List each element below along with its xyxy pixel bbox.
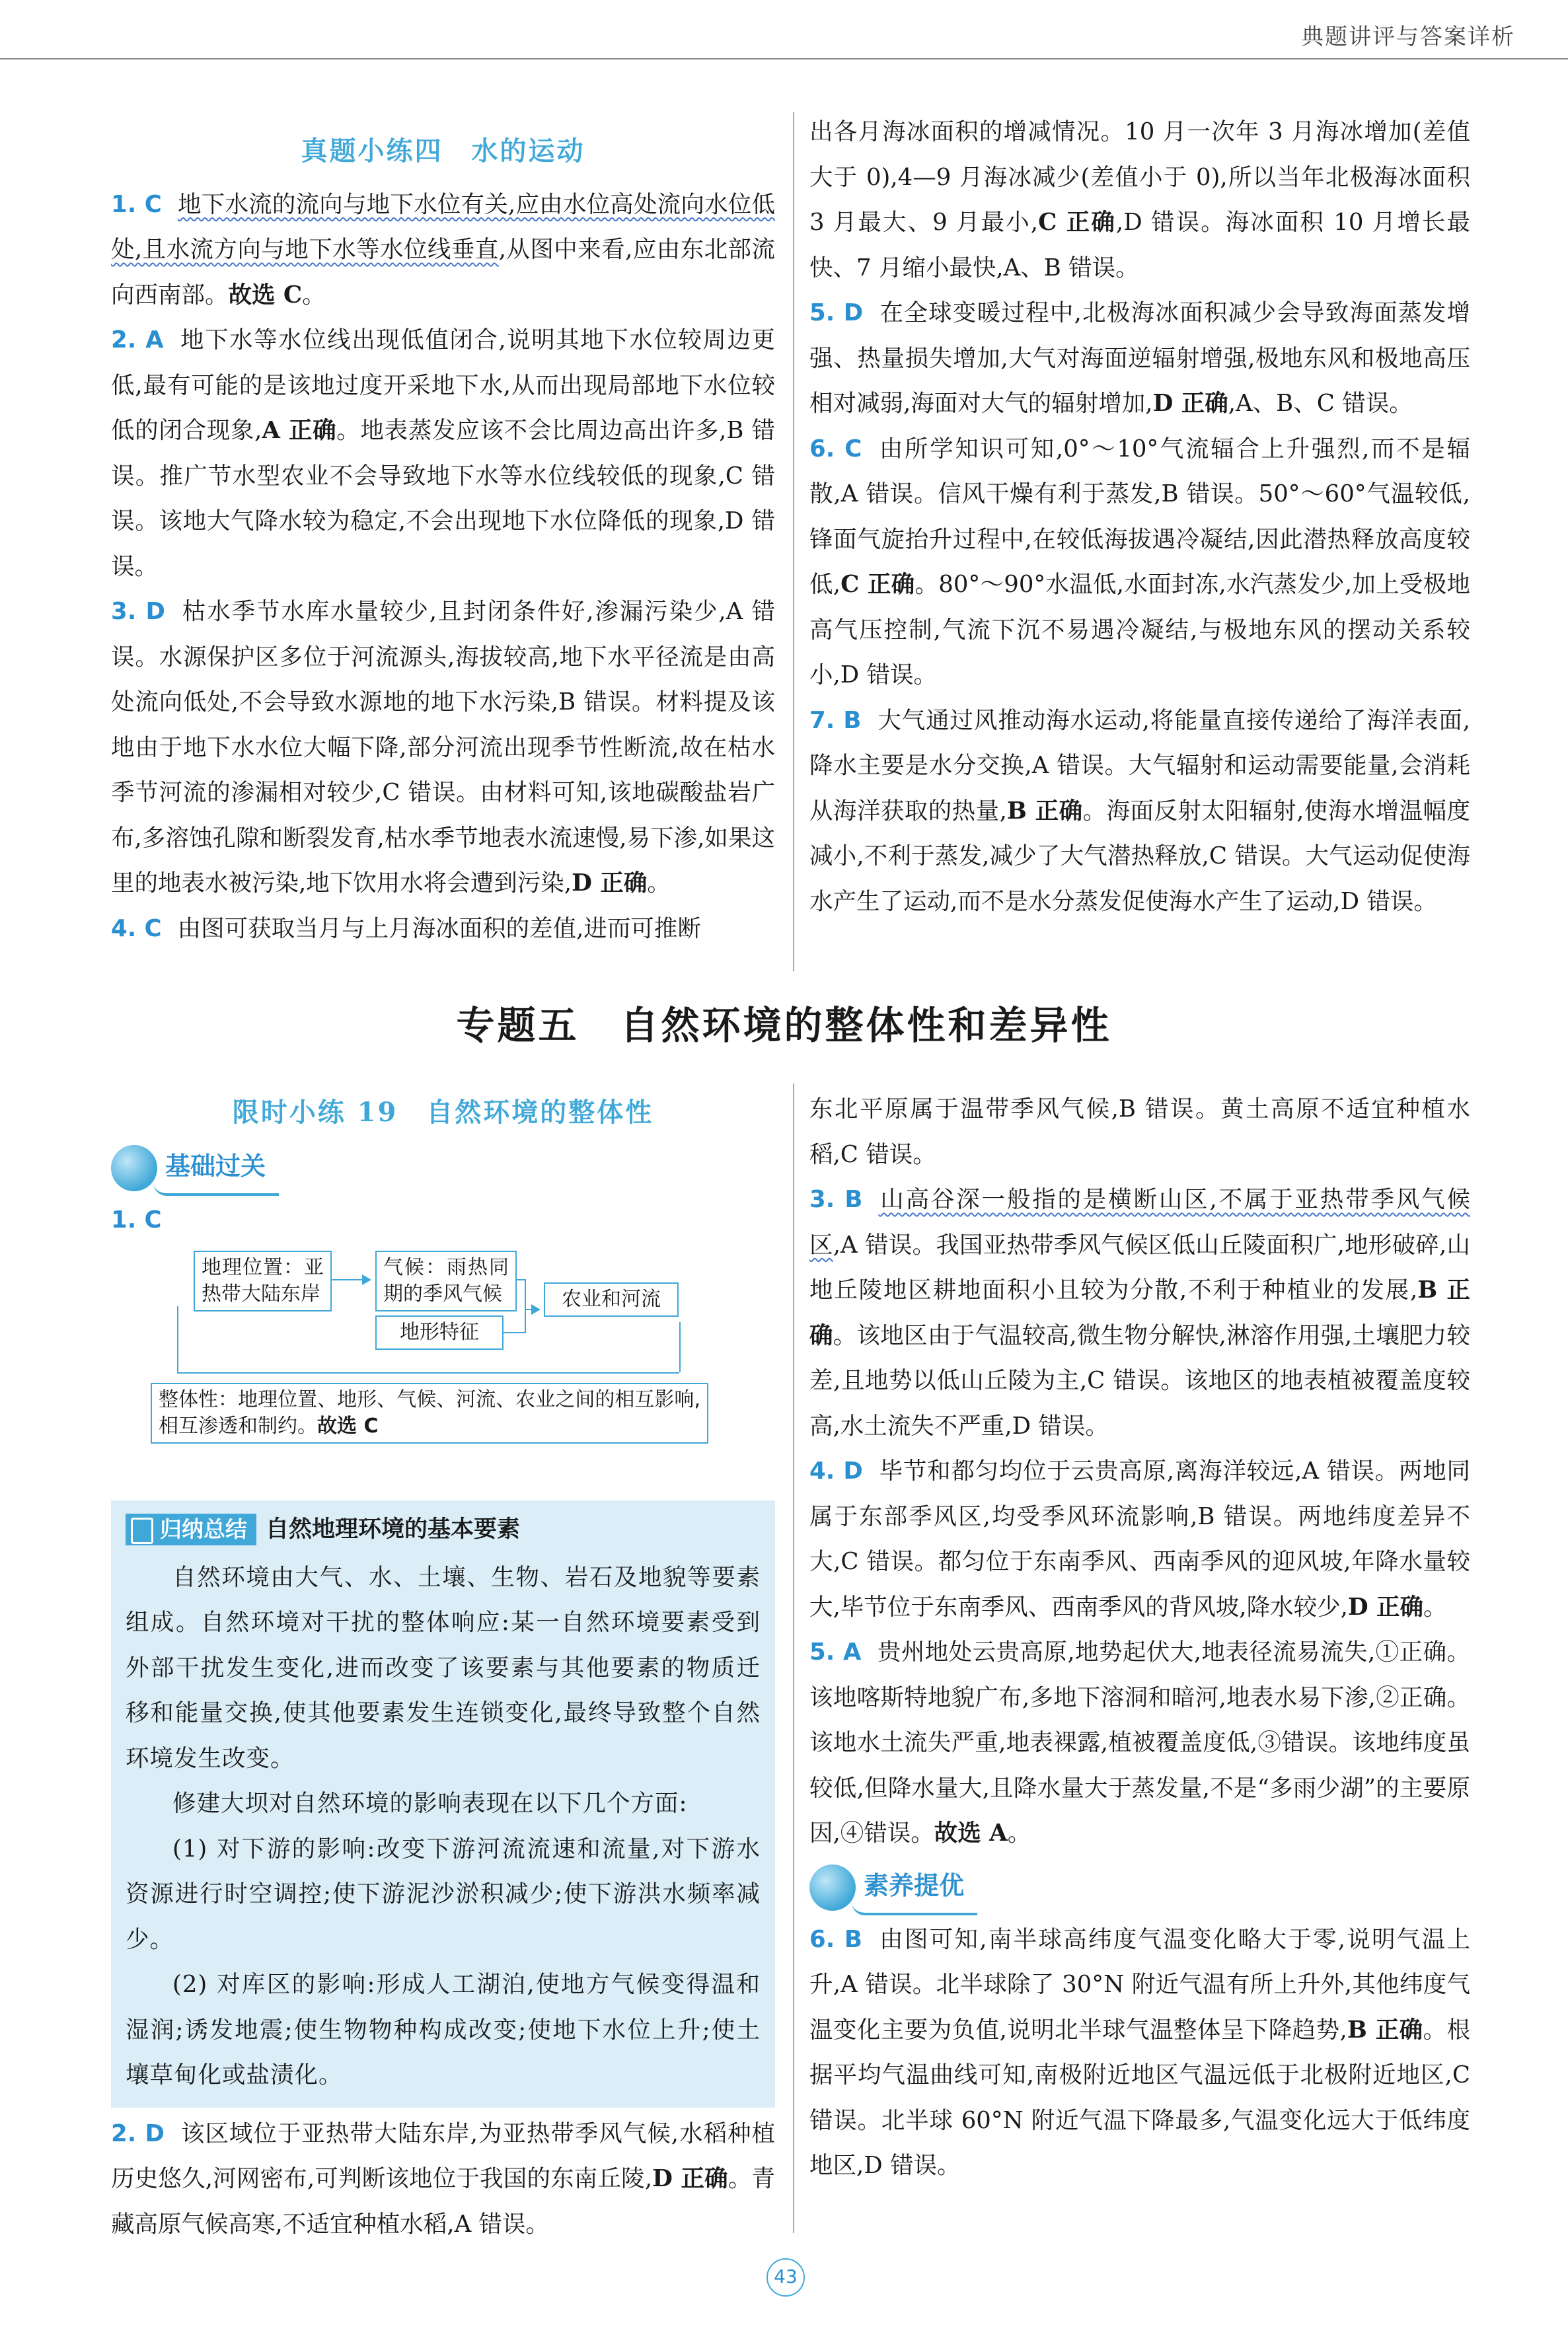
diagram-box-terrain: 地形特征 — [375, 1315, 504, 1350]
globe-icon — [111, 1145, 157, 1191]
summary-title: 自然地理环境的基本要素 — [266, 1516, 521, 1543]
top-left-answers — [111, 182, 775, 952]
answer-text: 。青藏高原气候高寒,不适宜种植水稻,A 错误。 — [111, 2165, 775, 2238]
diagram-conclusion-text: 整体性：地理位置、地形、气候、河流、农业之间的相互影响,相互渗透和制约。 — [159, 1388, 700, 1438]
badge-advanced-label: 素养提优 — [852, 1859, 977, 1915]
bottom-right-answers-2 — [809, 1917, 1470, 2189]
column-divider-bottom — [793, 1084, 794, 2233]
answer-item — [111, 906, 775, 952]
bottom-left-column — [111, 1090, 775, 2247]
answer-number: 1. C — [111, 190, 162, 218]
answer-key: D 正确 — [572, 869, 648, 897]
answer-text: ,D 错误。海冰面积 10 月增长最快、7 月缩小最快,A、B 错误。 — [809, 209, 1470, 281]
bottom-right-answers — [809, 1087, 1470, 1857]
summary-paragraph-1: 自然环境由大气、水、土壤、生物、岩石及地貌等要素组成。自然环境对干扰的整体响应:某一自然环境要素受到外部干扰发生变化,进而改变了该要素与其他要素的物质迁移和能量交换,使其他要素发生连锁变化,最终导致整个自然环境发生改变。 — [126, 1563, 761, 1772]
q1-number: 1. C — [111, 1206, 162, 1234]
line-bottom-bracket — [177, 1372, 679, 1374]
answer-text: 东北平原属于温带季风气候,B 错误。黄土高原不适宜种植水稻,C 错误。 — [809, 1095, 1470, 1168]
answer-text: 。 — [647, 869, 671, 897]
answer-text: 贵州地处云贵高原,地势起伏大,地表径流易流失,①正确。该地喀斯特地貌广布,多地下溶洞和暗河,地表水易下渗,②正确。该地水土流失严重,地表裸露,植被覆盖度低,③错误。该地纬度虽较低,但降水量大,且降水量大于蒸发量,不是“多雨少湖”的主要原因,④错误。 — [809, 1639, 1470, 1847]
summary-paragraph-2: 修建大坝对自然环境的影响表现在以下几个方面: — [172, 1790, 688, 1817]
answer-text: 。海面反射太阳辐射,使海水增温幅度减小,不利于蒸发,减少了大气潜热释放,C 错误。大气运动促使海水产生了运动,而不是水分蒸发促使海水产生了运动,D 错误。 — [809, 797, 1470, 915]
answer-text: 该区域位于亚热带大陆东岸,为亚热带季风气候,水稻种植历史悠久,河网密布,可判断该地位于我国的东南丘陵, — [111, 2120, 775, 2192]
top-right-column — [809, 110, 1470, 924]
answer-text: 。 — [1423, 1593, 1447, 1621]
answer-text: 。 — [302, 281, 326, 309]
answer-number: 5. D — [809, 299, 864, 326]
summary-paragraph-4: (2) 对库区的影响:形成人工湖泊,使地方气候变得温和湿润;诱发地震;使生物物种构成改变;使地下水位上升;使土壤草甸化或盐渍化。 — [126, 1971, 761, 2088]
answer-item — [809, 1917, 1470, 2189]
answer-text: 枯水季节水库水量较少,且封闭条件好,渗漏污染少,A 错误。水源保护区多位于河流源头,海拔较高,地下水平径流是由高处流向低处,不会导致水源地的地下水污染,B 错误。材料提及该地由于地下水水位大幅下降,部分河流出现季节性断流,故在枯水季节河流的渗漏相对较少,C 错误。由材料可知,该地碳酸盐岩广布,多溶蚀孔隙和断裂发育,枯水季节地表水流速慢,易下渗,如果这里的地表水被污染,地下饮用水将会遭到污染, — [111, 598, 775, 897]
answer-text: ,A 错误。我国亚热带季风气候区低山丘陵面积广,地形破碎,山地丘陵地区耕地面积小且较为分散,不利于种植业的发展, — [809, 1231, 1470, 1304]
answer-item — [809, 1630, 1470, 1857]
line-merge — [525, 1279, 526, 1333]
answer-number: 6. B — [809, 1925, 862, 1953]
answer-text: ,A、B、C 错误。 — [1228, 390, 1413, 417]
chapter-title: 专题五 自然环境的整体性和差异性 — [456, 1003, 1112, 1048]
diagram-box-agriculture: 农业和河流 — [544, 1282, 679, 1317]
concept-diagram — [111, 1243, 775, 1494]
diagram-box-location: 地理位置：亚热带大陆东岸 — [194, 1251, 332, 1311]
diagram-conclusion-answer: 故选 C — [317, 1415, 379, 1438]
answer-number: 4. C — [111, 914, 162, 942]
answer-item — [111, 182, 775, 318]
answer-text: 出各月海冰面积的增减情况。10 月一次年 3 月海冰增加(差值大于 0),4—9 月海冰减少(差值小于 0),所以当年北极海冰面积 3 月最大、9 月最小, — [809, 118, 1470, 236]
answer-key: D 正确 — [1347, 1593, 1424, 1621]
answer-key: A 正确 — [262, 417, 337, 444]
answer-item — [809, 1177, 1470, 1449]
answer-number: 5. A — [809, 1639, 862, 1666]
answer-item — [111, 318, 775, 589]
answer-item — [809, 110, 1470, 291]
answer-number: 2. D — [111, 2120, 165, 2147]
answer-text: ,从图中来看,应由东北部流向西南部。 — [111, 236, 775, 309]
top-right-answers — [809, 110, 1470, 924]
answer-key: 故选 A — [934, 1820, 1008, 1847]
section-title-top: 真题小练四 水的运动 — [301, 135, 585, 166]
answer-text: 由图可获取当月与上月海冰面积的差值,进而可推断 — [177, 914, 701, 942]
answer-key: B 正确 — [1006, 797, 1083, 825]
answer-item — [809, 698, 1470, 925]
section-title-bottom: 限时小练 19 自然环境的整体性 — [232, 1097, 654, 1128]
answer-text: 。地表蒸发应该不会比周边高出许多,B 错误。推广节水型农业不会导致地下水等水位线较低的现象,C 错误。该地大气降水较为稳定,不会出现地下水位降低的现象,D 错误。 — [111, 417, 775, 580]
answer-text: 。80°～90°水温低,水面封冻,水汽蒸发少,加上受极地高气压控制,气流下沉不易遇冷凝结,与极地东风的摆动关系较小,D 错误。 — [809, 571, 1470, 688]
answer-text: 。根据平均气温曲线可知,南极附近地区气温远低于北极附近地区,C 错误。北半球 60°N 附近气温下降最多,气温变化远大于低纬度地区,D 错误。 — [809, 2016, 1470, 2179]
diagram-box-conclusion — [151, 1383, 708, 1444]
answer-key: B 正确 — [809, 1276, 1470, 1349]
page-number: 43 — [766, 2258, 805, 2297]
globe-cap-icon — [809, 1864, 856, 1911]
answer-key: B 正确 — [1347, 2016, 1423, 2044]
answer-text: 山高谷深一般指的是横断山区,不属于亚热带季风气候区 — [809, 1186, 1470, 1259]
answer-item — [809, 291, 1470, 427]
summary-box — [111, 1500, 775, 2108]
header-rule — [0, 58, 1568, 59]
badge-advanced — [809, 1861, 1470, 1915]
answer-item — [111, 589, 775, 906]
answer-number: 6. C — [809, 435, 862, 462]
arrow-location-climate — [330, 1279, 370, 1280]
answer-number: 3. B — [809, 1186, 863, 1213]
answer-key: D 正确 — [1152, 390, 1228, 417]
answer-text: 由所学知识可知,0°～10°气流辐合上升强烈,而不是辐散,A 错误。信风干燥有利于蒸发,B 错误。50°～60°气温较低,锋面气旋抬升过程中,在较低海拔遇冷凝结,因此潜热释放高度较低, — [809, 435, 1470, 598]
bottom-right-column — [809, 1087, 1470, 2189]
answer-item — [809, 427, 1470, 698]
header-title: 典题讲评与答案详析 — [1301, 24, 1515, 50]
top-left-column — [111, 129, 775, 951]
answer-number: 4. D — [809, 1458, 863, 1485]
answer-text: 大气通过风推动海水运动,将能量直接传递给了海洋表面,降水主要是水分交换,A 错误。大气辐射和运动需要能量,会消耗从海洋获取的热量, — [809, 706, 1471, 825]
answer-text: 。该地区由于气温较高,微生物分解快,淋溶作用强,土壤肥力较差,且地势以低山丘陵为主,C 错误。该地区的地表植被覆盖度较高,水土流失不严重,D 错误。 — [809, 1321, 1470, 1440]
answer-key: C 正确 — [840, 571, 915, 598]
answer-text: 毕节和都匀均位于云贵高原,离海洋较远,A 错误。两地同属于东部季风区,均受季风环流影响,B 错误。两地纬度差异不大,C 错误。都匀位于东南季风、西南季风的迎风坡,年降水量较大,毕节位于东南季风、西南季风的背风坡,降水较少, — [809, 1458, 1471, 1621]
line-climate-out — [517, 1279, 525, 1280]
column-divider-top — [793, 112, 794, 971]
answer-number: 3. D — [111, 598, 165, 625]
badge-basic-label: 基础过关 — [153, 1140, 279, 1196]
answer-text: 在全球变暖过程中,北极海冰面积减少会导致海面蒸发增强、热量损失增加,大气对海面逆辐射增强,极地东风和极地高压相对减弱,海面对大气的辐射增加, — [809, 299, 1470, 417]
bottom-left-answers — [111, 2112, 775, 2248]
answer-key: C 正确 — [1038, 209, 1116, 236]
summary-tag: 归纳总结 — [126, 1514, 256, 1545]
line-terrain-out — [504, 1332, 525, 1333]
answer-number: 7. B — [809, 706, 862, 734]
answer-text: 地下水等水位线出现低值闭合,说明其地下水位较周边更低,最有可能的是该地过度开采地下水,从而出现局部地下水位较低的闭合现象, — [111, 326, 775, 444]
line-bracket-left — [177, 1306, 178, 1372]
arrow-to-agriculture — [525, 1309, 539, 1310]
answer-text: 由图可知,南半球高纬度气温变化略大于零,说明气温上升,A 错误。北半球除了 30°N 附近气温有所上升外,其他纬度气温变化主要为负值,说明北半球气温整体呈下降趋势, — [809, 1925, 1470, 2044]
answer-item — [809, 1449, 1470, 1630]
answer-number: 2. A — [111, 326, 164, 353]
answer-key: 故选 C — [228, 281, 303, 309]
badge-basic — [111, 1141, 775, 1195]
answer-item — [809, 1087, 1470, 1177]
line-bracket-right — [679, 1322, 681, 1372]
answer-text: 。 — [1007, 1820, 1031, 1847]
answer-text: 地下水流的流向与地下水位有关,应由水位高处流向水位低处,且水流方向与地下水等水位线垂直 — [111, 190, 775, 263]
diagram-box-climate: 气候：雨热同期的季风气候 — [375, 1251, 517, 1311]
answer-item — [111, 2112, 775, 2248]
answer-key: D 正确 — [652, 2165, 728, 2192]
summary-paragraph-3: (1) 对下游的影响:改变下游河流流速和流量,对下游水资源进行时空调控;使下游泥沙淤积减少;使下游洪水频率减少。 — [126, 1835, 761, 1953]
